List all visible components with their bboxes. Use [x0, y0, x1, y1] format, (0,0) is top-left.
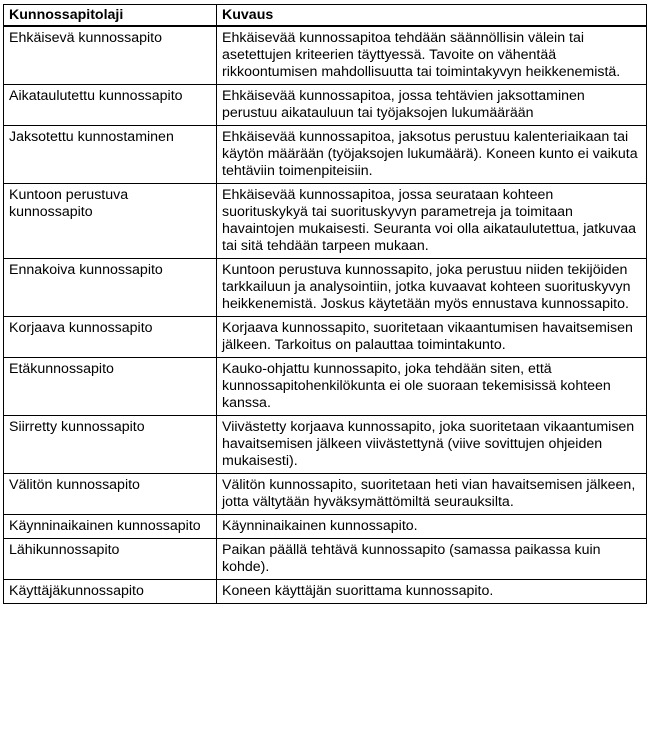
maintenance-type-cell: Siirretty kunnossapito	[4, 416, 217, 474]
maintenance-type-cell: Välitön kunnossapito	[4, 474, 217, 515]
table-row	[4, 26, 647, 85]
maintenance-type-cell: Korjaava kunnossapito	[4, 317, 217, 358]
table-row	[4, 580, 647, 604]
maintenance-type-cell: Ennakoiva kunnossapito	[4, 259, 217, 317]
table-row	[4, 515, 647, 539]
description-cell: Koneen käyttäjän suorittama kunnossapito.	[217, 580, 647, 604]
maintenance-type-cell: Ehkäisevä kunnossapito	[4, 26, 217, 85]
maintenance-type-cell: Aikataulutettu kunnossapito	[4, 85, 217, 126]
description-cell: Ehkäisevää kunnossapitoa, jossa tehtävien jaksottaminen perustuu aikatauluun tai työjaksojen lukumäärään	[217, 85, 647, 126]
header-row	[4, 5, 647, 27]
header-description: Kuvaus	[217, 5, 647, 27]
table-row	[4, 85, 647, 126]
table-row	[4, 317, 647, 358]
table-row	[4, 126, 647, 184]
header-maintenance-type: Kunnossapitolaji	[4, 5, 217, 27]
maintenance-type-cell: Lähikunnossapito	[4, 539, 217, 580]
description-cell: Ehkäisevää kunnossapitoa tehdään säännöllisin välein tai asetettujen kriteerien täyttyessä. Tavoite on vähentää rikkoontumisen mahdollisuutta tai toimintakyvyn heikkenemistä.	[217, 26, 647, 85]
maintenance-type-cell: Jaksotettu kunnostaminen	[4, 126, 217, 184]
description-cell: Ehkäisevää kunnossapitoa, jaksotus perustuu kalenteriaikaan tai käytön määrään (työjaksojen lukumäärä). Koneen kunto ei vaikuta tehtäviin toimenpiteisiin.	[217, 126, 647, 184]
table-row	[4, 259, 647, 317]
maintenance-type-cell: Käynninaikainen kunnossapito	[4, 515, 217, 539]
maintenance-type-cell: Käyttäjäkunnossapito	[4, 580, 217, 604]
description-cell: Korjaava kunnossapito, suoritetaan vikaantumisen havaitsemisen jälkeen. Tarkoitus on palauttaa toimintakunto.	[217, 317, 647, 358]
maintenance-type-cell: Etäkunnossapito	[4, 358, 217, 416]
maintenance-types-table	[3, 4, 647, 604]
table-row	[4, 416, 647, 474]
table-row	[4, 184, 647, 259]
description-cell: Kuntoon perustuva kunnossapito, joka perustuu niiden tekijöiden tarkkailuun ja analysointiin, jotka kuvaavat kohteen suorituskyvyn heikkenemistä. Joskus käytetään myös ennustava kunnossapito.	[217, 259, 647, 317]
description-cell: Käynninaikainen kunnossapito.	[217, 515, 647, 539]
table-row	[4, 539, 647, 580]
maintenance-type-cell: Kuntoon perustuva kunnossapito	[4, 184, 217, 259]
table-row	[4, 358, 647, 416]
description-cell: Viivästetty korjaava kunnossapito, joka suoritetaan vikaantumisen havaitsemisen jälkeen viivästettynä (viive sovittujen ohjeiden mukaisesti).	[217, 416, 647, 474]
table-row	[4, 474, 647, 515]
table-header	[4, 5, 647, 27]
description-cell: Välitön kunnossapito, suoritetaan heti vian havaitsemisen jälkeen, jotta vältytään hyväksymättömiltä seurauksilta.	[217, 474, 647, 515]
description-cell: Paikan päällä tehtävä kunnossapito (samassa paikassa kuin kohde).	[217, 539, 647, 580]
description-cell: Ehkäisevää kunnossapitoa, jossa seurataan kohteen suorituskykyä tai suorituskyvyn parametreja ja toimitaan havaintojen mukaisesti. Seuranta voi olla aikataulutettua, jatkuvaa tai sitä tehdään tarpeen mukaan.	[217, 184, 647, 259]
description-cell: Kauko-ohjattu kunnossapito, joka tehdään siten, että kunnossapitohenkilökunta ei ole suoraan tekemisissä kohteen kanssa.	[217, 358, 647, 416]
table-body	[4, 26, 647, 604]
